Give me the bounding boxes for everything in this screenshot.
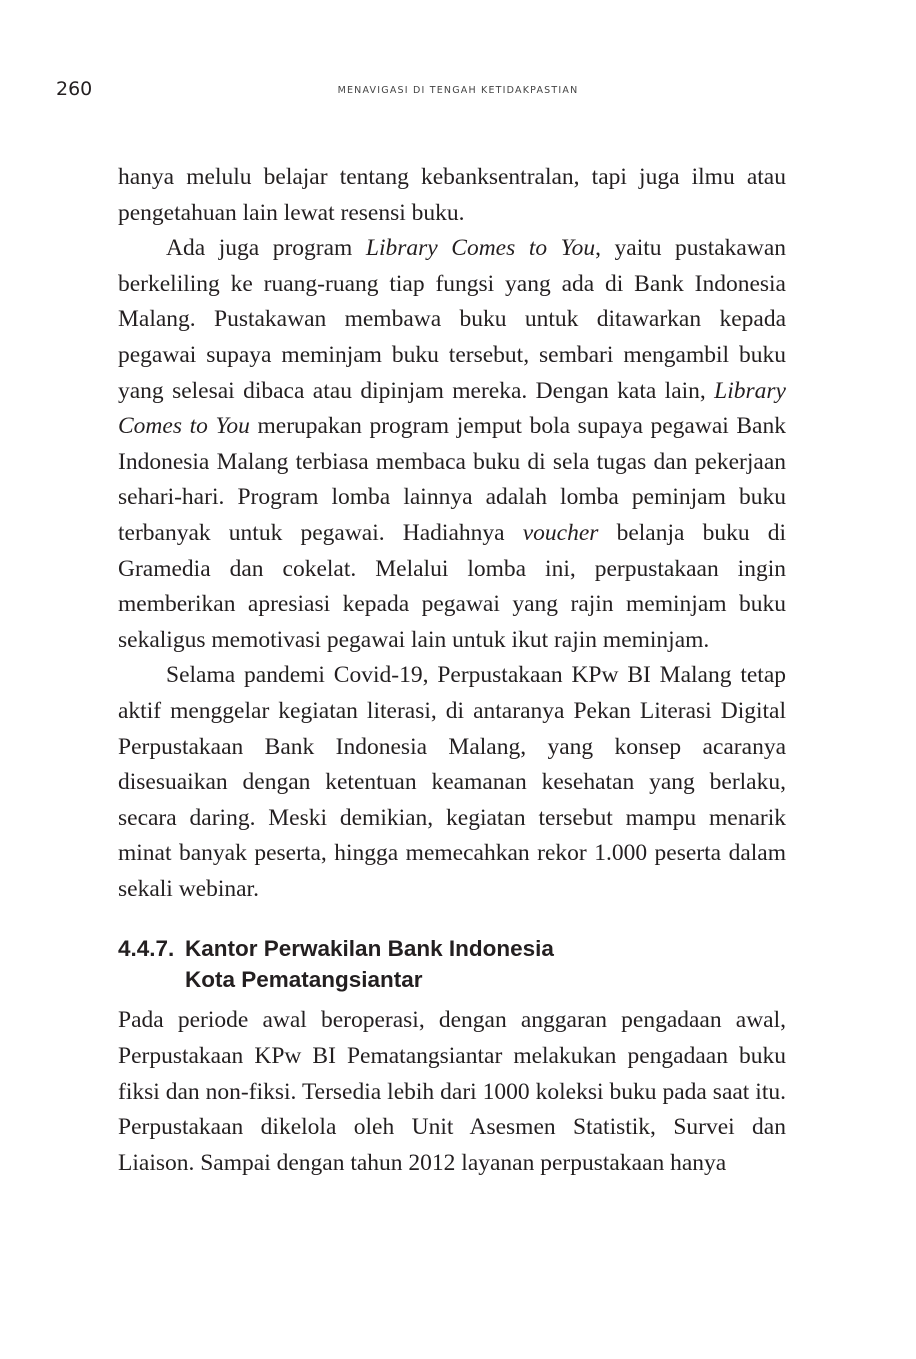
paragraph-3: Selama pandemi Covid-19, Perpustakaan KPw BI Malang tetap aktif menggelar kegiatan literasi, di antaranya Pekan Literasi Digital Perpustakaan Bank Indonesia Malang, yang konsep acaranya disesuaikan dengan ketentuan keamanan kesehatan yang berlaku, secara daring. Meski demikian, kegiatan tersebut mampu menarik minat banyak peserta, hingga memecahkan rekor 1.000 peserta dalam sekali webinar. xyxy=(118,662,786,902)
section-number: 4.4.7. xyxy=(118,936,175,962)
body-text xyxy=(118,160,786,1181)
paragraph-2-part-b: , yaitu pustakawan berkeliling ke ruang-ruang tiap fungsi yang ada di Bank Indonesia Malang. Pustakawan membawa buku untuk ditawarkan kepada pegawai supaya meminjam buku tersebut, sembari mengambil buku yang selesai dibaca atau dipinjam mereka. Dengan kata lain, xyxy=(118,235,786,404)
section-heading xyxy=(118,933,786,995)
running-header: MENAVIGASI DI TENGAH KETIDAKPASTIAN xyxy=(337,85,579,96)
section-title-line-1: Kantor Perwakilan Bank Indonesia xyxy=(185,936,554,962)
paragraph-1: hanya melulu belajar tentang kebanksentralan, tapi juga ilmu atau pengetahuan lain lewat resensi buku. xyxy=(118,164,786,226)
paragraph-2-part-d: belanja buku di Gramedia dan cokelat. Melalui lomba ini, perpustakaan ingin memberikan apresiasi kepada pegawai yang rajin meminjam buku sekaligus memotivasi pegawai lain untuk ikut rajin meminjam. xyxy=(118,519,786,653)
paragraph-2 xyxy=(118,231,786,658)
voucher-italic: voucher xyxy=(522,519,599,546)
paragraph-4: Pada periode awal beroperasi, dengan anggaran pengadaan awal, Perpustakaan KPw BI Pematangsiantar melakukan pengadaan buku fiksi dan non-fiksi. Tersedia lebih dari 1000 koleksi buku pada saat itu. Perpustakaan dikelola oleh Unit Asesmen Statistik, Survei dan Liaison. Sampai dengan tahun 2012 layanan perpustakaan hanya xyxy=(118,1007,786,1176)
program-name-italic-2: Library Comes to You xyxy=(118,377,786,440)
program-name-italic: Library Comes to You xyxy=(365,235,596,262)
page-number: 260 xyxy=(56,78,93,100)
section-title-line-2: Kota Pematangsiantar xyxy=(185,967,423,993)
paragraph-2-part-a: Ada juga program xyxy=(166,235,366,262)
paragraph-2-part-c: merupakan program jemput bola supaya pegawai Bank Indonesia Malang terbiasa membaca buku di sela tugas dan pekerjaan sehari-hari. Program lomba lainnya adalah lomba peminjam buku terbanyak untuk pegawai. Hadiahnya xyxy=(118,413,786,546)
